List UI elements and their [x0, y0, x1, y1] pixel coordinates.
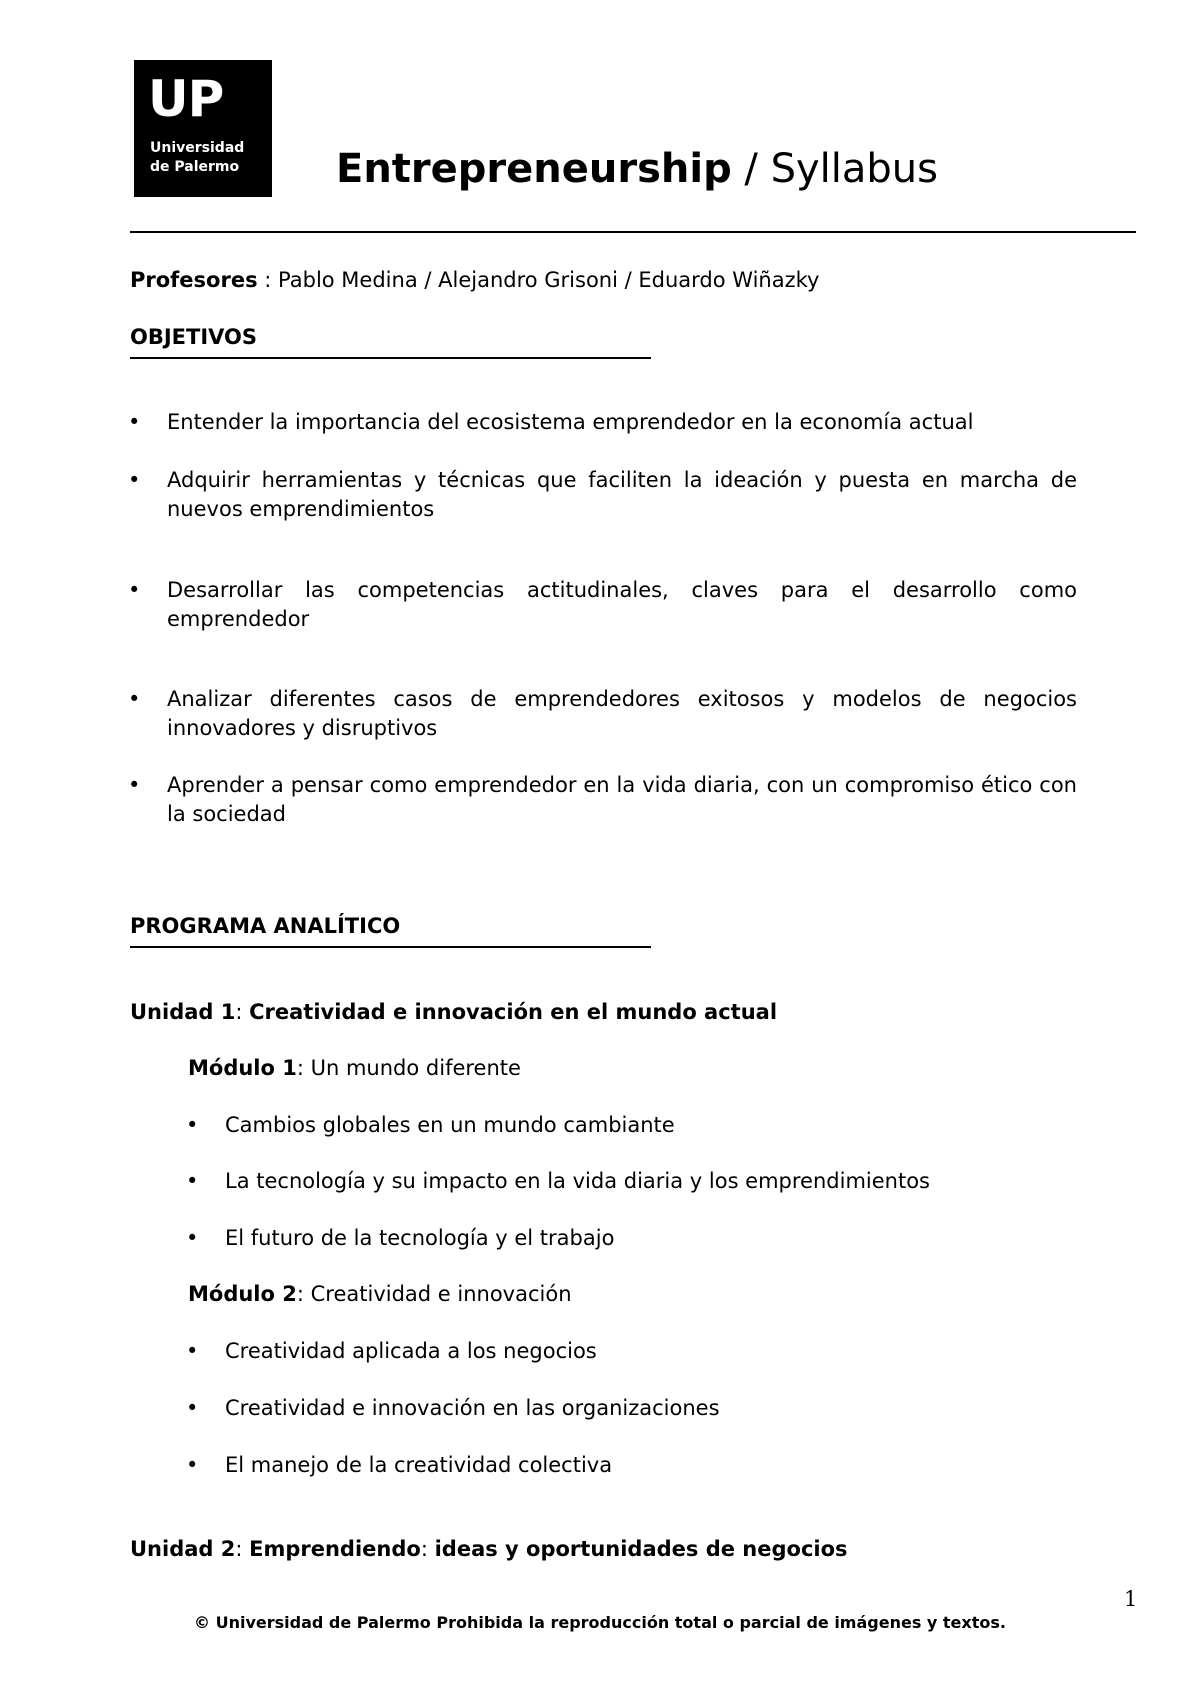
module-2-label: Módulo 2	[188, 1282, 297, 1306]
logo-mark: UP	[148, 70, 224, 128]
module-1-heading	[188, 1054, 521, 1083]
unit-2-title-a: Emprendiendo	[249, 1537, 421, 1561]
professors-label: Profesores	[130, 268, 258, 292]
unit-1-label: Unidad 1	[130, 1000, 236, 1024]
unit-2-separator-2: :	[420, 1537, 435, 1561]
module-1-title: Un mundo diferente	[310, 1056, 521, 1080]
bullet-icon: •	[128, 773, 141, 797]
unit-1-separator: :	[235, 1000, 250, 1024]
program-heading: PROGRAMA ANALÍTICO	[130, 914, 401, 938]
bullet-icon: •	[186, 1396, 199, 1420]
objectives-rule	[130, 357, 651, 359]
module-item-text: Cambios globales en un mundo cambiante	[225, 1113, 675, 1137]
page-number: 1	[1124, 1587, 1138, 1611]
unit-1-title: Creatividad e innovación en el mundo actual	[249, 1000, 778, 1024]
professors-line	[130, 266, 819, 295]
module-2-heading	[188, 1280, 572, 1309]
unit-2-title-b: ideas y oportunidades de negocios	[434, 1537, 848, 1561]
bullet-icon: •	[186, 1453, 199, 1477]
title-suffix: / Syllabus	[731, 146, 938, 192]
module-item-text: La tecnología y su impacto en la vida diaria y los emprendimientos	[225, 1169, 930, 1193]
objective-text: Desarrollar las competencias actitudinales, claves para el desarrollo como emprendedor	[167, 578, 1077, 631]
title-course: Entrepreneurship	[336, 146, 732, 192]
unit-1-heading	[130, 998, 777, 1027]
module-2-title: Creatividad e innovación	[310, 1282, 572, 1306]
professors-names: Pablo Medina / Alejandro Grisoni / Eduardo Wiñazky	[278, 268, 820, 292]
unit-2-heading	[130, 1535, 848, 1564]
objective-text: Aprender a pensar como emprendedor en la vida diaria, con un compromiso ético con la sociedad	[167, 773, 1077, 826]
bullet-icon: •	[186, 1113, 199, 1137]
page-title	[336, 142, 938, 196]
bullet-icon: •	[128, 410, 141, 434]
objective-text: Entender la importancia del ecosistema emprendedor en la economía actual	[167, 410, 974, 434]
bullet-icon: •	[128, 578, 141, 602]
unit-2-separator: :	[235, 1537, 250, 1561]
objectives-heading: OBJETIVOS	[130, 325, 258, 349]
objective-text: Analizar diferentes casos de emprendedores exitosos y modelos de negocios innovadores y disruptivos	[167, 687, 1077, 740]
bullet-icon: •	[128, 687, 141, 711]
module-2-separator: :	[296, 1282, 311, 1306]
bullet-icon: •	[186, 1339, 199, 1363]
copyright-footer: © Universidad de Palermo Prohibida la reproducción total o parcial de imágenes y textos.	[194, 1613, 1006, 1632]
bullet-icon: •	[186, 1226, 199, 1250]
logo-university-name: Universidad de Palermo	[150, 140, 245, 175]
program-rule	[130, 946, 651, 948]
module-item-text: El futuro de la tecnología y el trabajo	[225, 1226, 615, 1250]
objective-text: Adquirir herramientas y técnicas que faciliten la ideación y puesta en marcha de nuevos emprendimientos	[167, 468, 1077, 521]
module-item-text: El manejo de la creatividad colectiva	[225, 1453, 613, 1477]
bullet-icon: •	[128, 468, 141, 492]
bullet-icon: •	[186, 1169, 199, 1193]
unit-2-label: Unidad 2	[130, 1537, 236, 1561]
module-item-text: Creatividad e innovación en las organizaciones	[225, 1396, 720, 1420]
professors-separator: :	[257, 268, 279, 292]
module-item-text: Creatividad aplicada a los negocios	[225, 1339, 597, 1363]
module-1-label: Módulo 1	[188, 1056, 297, 1080]
header-rule	[130, 231, 1136, 233]
university-logo	[134, 60, 272, 197]
module-1-separator: :	[296, 1056, 311, 1080]
